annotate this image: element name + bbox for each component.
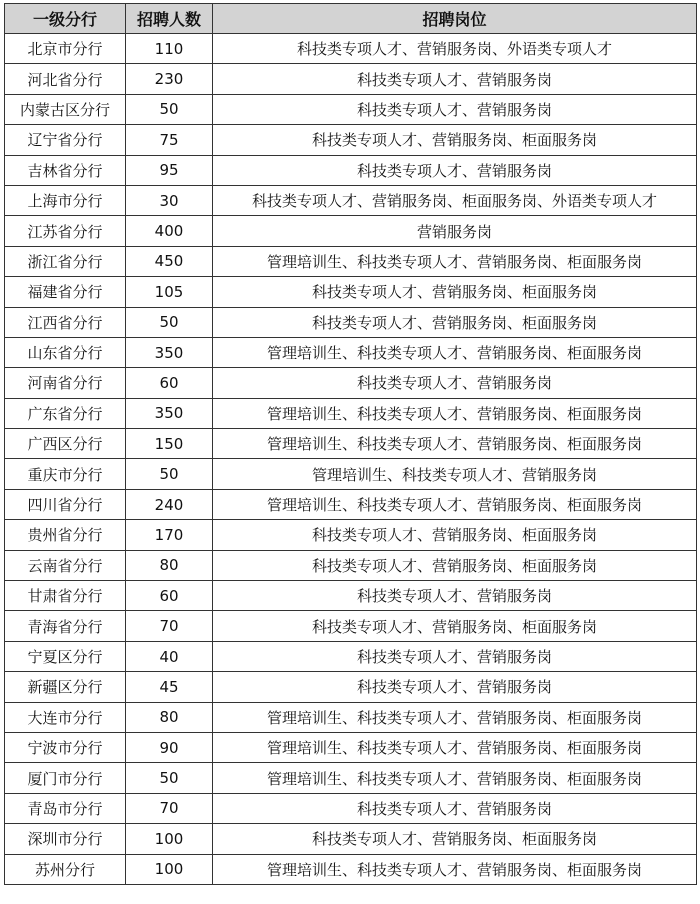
branch-cell: 江西省分行	[5, 307, 126, 337]
table-row	[5, 732, 697, 762]
header-positions: 招聘岗位	[213, 4, 697, 34]
table-row	[5, 368, 697, 398]
count-cell: 150	[126, 429, 213, 459]
count-cell: 45	[126, 672, 213, 702]
positions-cell: 科技类专项人才、营销服务岗、外语类专项人才	[213, 34, 697, 64]
branch-cell: 大连市分行	[5, 702, 126, 732]
positions-cell: 科技类专项人才、营销服务岗	[213, 155, 697, 185]
positions-cell: 科技类专项人才、营销服务岗	[213, 581, 697, 611]
positions-cell: 科技类专项人才、营销服务岗、柜面服务岗、外语类专项人才	[213, 185, 697, 215]
table-row	[5, 429, 697, 459]
table-row	[5, 550, 697, 580]
table-row	[5, 793, 697, 823]
table-row	[5, 489, 697, 519]
branch-cell: 宁夏区分行	[5, 641, 126, 671]
table-row	[5, 702, 697, 732]
positions-cell: 管理培训生、科技类专项人才、营销服务岗、柜面服务岗	[213, 489, 697, 519]
header-count: 招聘人数	[126, 4, 213, 34]
table-row	[5, 337, 697, 367]
count-cell: 30	[126, 185, 213, 215]
positions-cell: 管理培训生、科技类专项人才、营销服务岗、柜面服务岗	[213, 854, 697, 884]
table-row	[5, 94, 697, 124]
count-cell: 90	[126, 732, 213, 762]
positions-cell: 科技类专项人才、营销服务岗	[213, 793, 697, 823]
table-row	[5, 763, 697, 793]
table-row	[5, 125, 697, 155]
count-cell: 100	[126, 824, 213, 854]
positions-cell: 科技类专项人才、营销服务岗	[213, 368, 697, 398]
branch-cell: 厦门市分行	[5, 763, 126, 793]
table-row	[5, 824, 697, 854]
branch-cell: 宁波市分行	[5, 732, 126, 762]
table-row	[5, 854, 697, 884]
positions-cell: 科技类专项人才、营销服务岗、柜面服务岗	[213, 550, 697, 580]
count-cell: 50	[126, 94, 213, 124]
branch-cell: 北京市分行	[5, 34, 126, 64]
positions-cell: 科技类专项人才、营销服务岗、柜面服务岗	[213, 611, 697, 641]
positions-cell: 科技类专项人才、营销服务岗	[213, 672, 697, 702]
branch-cell: 辽宁省分行	[5, 125, 126, 155]
branch-cell: 四川省分行	[5, 489, 126, 519]
count-cell: 170	[126, 520, 213, 550]
count-cell: 50	[126, 307, 213, 337]
count-cell: 350	[126, 337, 213, 367]
count-cell: 70	[126, 611, 213, 641]
count-cell: 80	[126, 550, 213, 580]
branch-cell: 河北省分行	[5, 64, 126, 94]
branch-cell: 青海省分行	[5, 611, 126, 641]
count-cell: 450	[126, 246, 213, 276]
branch-cell: 浙江省分行	[5, 246, 126, 276]
branch-cell: 青岛市分行	[5, 793, 126, 823]
branch-cell: 内蒙古区分行	[5, 94, 126, 124]
positions-cell: 科技类专项人才、营销服务岗、柜面服务岗	[213, 520, 697, 550]
positions-cell: 管理培训生、科技类专项人才、营销服务岗、柜面服务岗	[213, 732, 697, 762]
positions-cell: 管理培训生、科技类专项人才、营销服务岗、柜面服务岗	[213, 763, 697, 793]
branch-cell: 苏州分行	[5, 854, 126, 884]
positions-cell: 管理培训生、科技类专项人才、营销服务岗、柜面服务岗	[213, 429, 697, 459]
table-row	[5, 185, 697, 215]
branch-cell: 吉林省分行	[5, 155, 126, 185]
header-row	[5, 4, 697, 34]
table-row	[5, 155, 697, 185]
count-cell: 350	[126, 398, 213, 428]
branch-cell: 广西区分行	[5, 429, 126, 459]
table-row	[5, 307, 697, 337]
branch-cell: 山东省分行	[5, 337, 126, 367]
positions-cell: 科技类专项人才、营销服务岗	[213, 94, 697, 124]
table-row	[5, 277, 697, 307]
branch-cell: 新疆区分行	[5, 672, 126, 702]
table-row	[5, 216, 697, 246]
count-cell: 240	[126, 489, 213, 519]
positions-cell: 营销服务岗	[213, 216, 697, 246]
positions-cell: 科技类专项人才、营销服务岗、柜面服务岗	[213, 125, 697, 155]
count-cell: 60	[126, 368, 213, 398]
count-cell: 70	[126, 793, 213, 823]
table-row	[5, 520, 697, 550]
table-row	[5, 672, 697, 702]
table-row	[5, 64, 697, 94]
branch-cell: 上海市分行	[5, 185, 126, 215]
positions-cell: 科技类专项人才、营销服务岗、柜面服务岗	[213, 307, 697, 337]
positions-cell: 科技类专项人才、营销服务岗	[213, 641, 697, 671]
positions-cell: 管理培训生、科技类专项人才、营销服务岗、柜面服务岗	[213, 702, 697, 732]
branch-cell: 福建省分行	[5, 277, 126, 307]
count-cell: 50	[126, 763, 213, 793]
branch-cell: 深圳市分行	[5, 824, 126, 854]
branch-cell: 广东省分行	[5, 398, 126, 428]
positions-cell: 管理培训生、科技类专项人才、营销服务岗、柜面服务岗	[213, 337, 697, 367]
count-cell: 40	[126, 641, 213, 671]
count-cell: 230	[126, 64, 213, 94]
count-cell: 100	[126, 854, 213, 884]
positions-cell: 科技类专项人才、营销服务岗	[213, 64, 697, 94]
branch-cell: 云南省分行	[5, 550, 126, 580]
branch-cell: 河南省分行	[5, 368, 126, 398]
positions-cell: 管理培训生、科技类专项人才、营销服务岗、柜面服务岗	[213, 246, 697, 276]
header-branch: 一级分行	[5, 4, 126, 34]
count-cell: 400	[126, 216, 213, 246]
table-row	[5, 459, 697, 489]
branch-cell: 贵州省分行	[5, 520, 126, 550]
table-row	[5, 611, 697, 641]
table-row	[5, 641, 697, 671]
count-cell: 110	[126, 34, 213, 64]
positions-cell: 科技类专项人才、营销服务岗、柜面服务岗	[213, 824, 697, 854]
count-cell: 60	[126, 581, 213, 611]
count-cell: 95	[126, 155, 213, 185]
branch-cell: 甘肃省分行	[5, 581, 126, 611]
branch-cell: 重庆市分行	[5, 459, 126, 489]
recruitment-table	[4, 3, 697, 885]
table-row	[5, 581, 697, 611]
count-cell: 50	[126, 459, 213, 489]
positions-cell: 管理培训生、科技类专项人才、营销服务岗、柜面服务岗	[213, 398, 697, 428]
positions-cell: 科技类专项人才、营销服务岗、柜面服务岗	[213, 277, 697, 307]
branch-cell: 江苏省分行	[5, 216, 126, 246]
table-row	[5, 34, 697, 64]
table-row	[5, 246, 697, 276]
count-cell: 80	[126, 702, 213, 732]
count-cell: 75	[126, 125, 213, 155]
count-cell: 105	[126, 277, 213, 307]
positions-cell: 管理培训生、科技类专项人才、营销服务岗	[213, 459, 697, 489]
table-row	[5, 398, 697, 428]
